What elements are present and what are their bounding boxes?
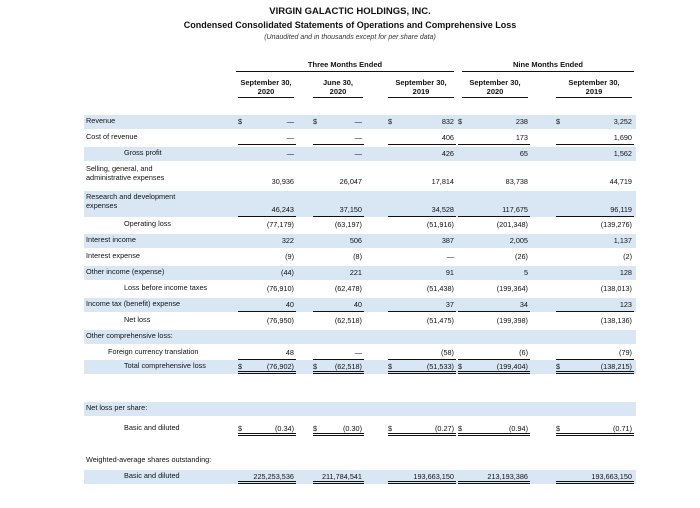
cell-rule [238, 144, 296, 145]
cell-rule [556, 144, 634, 145]
table-row [84, 266, 636, 280]
cell-value: 193,663,150 [413, 472, 454, 481]
table-row [84, 282, 636, 296]
cell-value: 65 [519, 149, 528, 158]
cell-rule [388, 481, 456, 484]
row-label: Weighted-average shares outstanding: [86, 455, 212, 464]
column-header-line2: 2019 [585, 87, 603, 96]
cell-value: 2,005 [509, 236, 528, 245]
cell-value: 5 [523, 268, 528, 277]
cell-value: (58) [441, 348, 454, 357]
cell-rule [556, 216, 634, 217]
cell-value: (44) [281, 268, 294, 277]
cell-value: 506 [349, 236, 362, 245]
cell-value: (77,179) [266, 220, 294, 229]
cell-value: (79) [619, 348, 632, 357]
cell-rule [238, 481, 296, 484]
cell-value: 123 [619, 300, 632, 309]
dollar-sign: $ [556, 424, 561, 433]
dollar-sign: $ [458, 424, 463, 433]
table-row [84, 250, 636, 264]
cell-value: (199,404) [496, 362, 528, 371]
dollar-sign: $ [313, 362, 318, 371]
dollar-sign: $ [238, 117, 243, 126]
cell-value: 832 [441, 117, 454, 126]
cell-value: (6) [519, 348, 528, 357]
dollar-sign: $ [388, 424, 393, 433]
cell-rule [556, 371, 634, 374]
cell-value: 48 [285, 348, 294, 357]
cell-rule [556, 481, 634, 484]
column-header-line1: June 30, [322, 78, 353, 87]
row-label: Revenue [86, 116, 116, 125]
cell-value: (2) [623, 252, 632, 261]
cell-value: 193,663,150 [591, 472, 632, 481]
cell-value: 387 [441, 236, 454, 245]
column-header-line1: September 30, [240, 78, 292, 87]
cell-value: (51,533) [426, 362, 454, 371]
dollar-sign: $ [388, 362, 393, 371]
cell-value: 322 [281, 236, 294, 245]
cell-rule [313, 371, 364, 374]
row-label: Other income (expense) [86, 267, 165, 276]
row-label: Gross profit [124, 148, 162, 157]
company-name: VIRGIN GALACTIC HOLDINGS, INC. [269, 6, 431, 17]
row-label: Total comprehensive loss [124, 361, 206, 370]
table-row [84, 163, 636, 189]
cell-value: — [286, 149, 294, 158]
cell-value: (201,348) [496, 220, 528, 229]
row-label: Income tax (benefit) expense [86, 299, 181, 308]
statement-title: Condensed Consolidated Statements of Operations and Comprehensive Loss [183, 20, 517, 30]
table-row [84, 218, 636, 232]
cell-value: 225,253,536 [253, 472, 294, 481]
column-header-line2: 2020 [329, 87, 347, 96]
table-row [84, 234, 636, 248]
cell-value: (76,910) [266, 284, 294, 293]
cell-value: 44,719 [609, 177, 632, 186]
cell-value: — [354, 149, 362, 158]
dollar-sign: $ [313, 424, 318, 433]
row-label: Other comprehensive loss: [86, 331, 173, 340]
cell-value: 1,137 [613, 236, 632, 245]
cell-value: (26) [515, 252, 528, 261]
cell-value: (0.30) [342, 424, 362, 433]
cell-value: (0.94) [508, 424, 528, 433]
cell-value: 1,562 [613, 149, 632, 158]
cell-value: 37 [445, 300, 454, 309]
cell-value: 34,528 [431, 205, 454, 214]
cell-value: — [354, 348, 362, 357]
table-row [84, 191, 636, 217]
cell-value: (138,013) [600, 284, 632, 293]
row-label: Net loss [124, 315, 151, 324]
cell-value: 221 [349, 268, 362, 277]
cell-value: (138,215) [600, 362, 632, 371]
group-header-three-months: Three Months Ended [236, 60, 454, 72]
cell-value: 1,690 [613, 133, 632, 142]
cell-value: 46,243 [271, 205, 294, 214]
column-header-line1: September 30, [469, 78, 521, 87]
cell-value: 117,675 [502, 205, 528, 214]
dollar-sign: $ [556, 117, 561, 126]
cell-rule [313, 433, 364, 436]
dollar-sign: $ [388, 117, 393, 126]
row-label: Research and development expenses [86, 192, 176, 210]
dollar-sign: $ [313, 117, 318, 126]
cell-value: 238 [515, 117, 528, 126]
cell-value: 173 [515, 133, 528, 142]
cell-value: 211,784,541 [321, 472, 362, 481]
cell-rule [388, 144, 456, 145]
cell-value: (0.71) [612, 424, 632, 433]
cell-value: (51,916) [426, 220, 454, 229]
row-label: Loss before income taxes [124, 283, 208, 292]
table-row [84, 147, 636, 161]
table-row [84, 298, 636, 312]
cell-value: (138,136) [600, 316, 632, 325]
statement-subtitle: (Unaudited and in thousands except for per share data) [264, 34, 436, 41]
cell-rule [313, 311, 364, 312]
cell-value: 40 [285, 300, 294, 309]
cell-value: 40 [353, 300, 362, 309]
cell-value: — [354, 133, 362, 142]
table-row [84, 454, 636, 468]
cell-rule [313, 144, 364, 145]
cell-value: 17,814 [431, 177, 454, 186]
cell-value: (62,478) [334, 284, 362, 293]
cell-value: 26,047 [339, 177, 362, 186]
column-header-line1: September 30, [568, 78, 620, 87]
cell-value: (76,950) [266, 316, 294, 325]
cell-value: (0.34) [274, 424, 294, 433]
cell-rule [388, 311, 456, 312]
row-label: Basic and diluted [124, 423, 180, 432]
cell-value: 96,119 [610, 205, 632, 214]
cell-rule [556, 433, 634, 436]
row-label: Interest expense [86, 251, 140, 260]
table-row [84, 360, 636, 374]
cell-rule [556, 311, 634, 312]
cell-value: (51,438) [426, 284, 454, 293]
table-row [84, 115, 636, 129]
cell-rule [458, 144, 530, 145]
dollar-sign: $ [238, 362, 243, 371]
cell-rule [458, 216, 530, 217]
cell-value: (199,364) [496, 284, 528, 293]
cell-value: (139,276) [600, 220, 632, 229]
cell-rule [238, 433, 296, 436]
row-label: Selling, general, and administrative expenses [86, 164, 165, 182]
cell-rule [238, 216, 296, 217]
cell-value: — [446, 252, 454, 261]
column-header-line1: September 30, [395, 78, 447, 87]
cell-rule [458, 311, 530, 312]
cell-rule [313, 481, 364, 484]
group-header-nine-months: Nine Months Ended [462, 60, 634, 72]
cell-value: 83,738 [505, 177, 528, 186]
cell-value: (8) [353, 252, 362, 261]
cell-value: — [286, 133, 294, 142]
dollar-sign: $ [238, 424, 243, 433]
cell-value: (62,518) [334, 316, 362, 325]
cell-value: 91 [445, 268, 454, 277]
cell-value: 128 [619, 268, 632, 277]
cell-value: (63,197) [334, 220, 362, 229]
cell-value: (0.27) [434, 424, 454, 433]
cell-rule [388, 433, 456, 436]
row-label: Cost of revenue [86, 132, 138, 141]
cell-rule [458, 433, 530, 436]
cell-rule [313, 216, 364, 217]
cell-value: (62,518) [334, 362, 362, 371]
cell-value: (76,902) [266, 362, 294, 371]
cell-value: 37,150 [339, 205, 362, 214]
column-header-line2: 2020 [486, 87, 504, 96]
cell-rule [458, 371, 530, 374]
row-label: Basic and diluted [124, 471, 180, 480]
cell-value: (9) [285, 252, 294, 261]
cell-value: 406 [441, 133, 454, 142]
table-row [84, 402, 636, 416]
table-row [84, 346, 636, 360]
cell-value: 426 [441, 149, 454, 158]
row-label: Net loss per share: [86, 403, 148, 412]
cell-rule [388, 216, 456, 217]
cell-value: 30,936 [271, 177, 294, 186]
cell-value: (199,398) [496, 316, 528, 325]
table-row [84, 330, 636, 344]
cell-value: 3,252 [613, 117, 632, 126]
table-row [84, 422, 636, 436]
row-label: Foreign currency translation [108, 347, 199, 356]
column-header-line2: 2020 [257, 87, 275, 96]
cell-value: — [354, 117, 362, 126]
row-label: Operating loss [124, 219, 172, 228]
cell-rule [238, 311, 296, 312]
cell-value: (51,475) [426, 316, 454, 325]
dollar-sign: $ [458, 117, 463, 126]
cell-value: 34 [519, 300, 528, 309]
table-row [84, 470, 636, 484]
table-row [84, 314, 636, 328]
table-row [84, 131, 636, 145]
column-header-line2: 2019 [412, 87, 430, 96]
cell-rule [458, 481, 530, 484]
cell-value: — [286, 117, 294, 126]
row-label: Interest income [86, 235, 136, 244]
dollar-sign: $ [458, 362, 463, 371]
cell-value: 213,193,386 [487, 472, 528, 481]
cell-rule [388, 371, 456, 374]
cell-rule [238, 371, 296, 374]
dollar-sign: $ [556, 362, 561, 371]
